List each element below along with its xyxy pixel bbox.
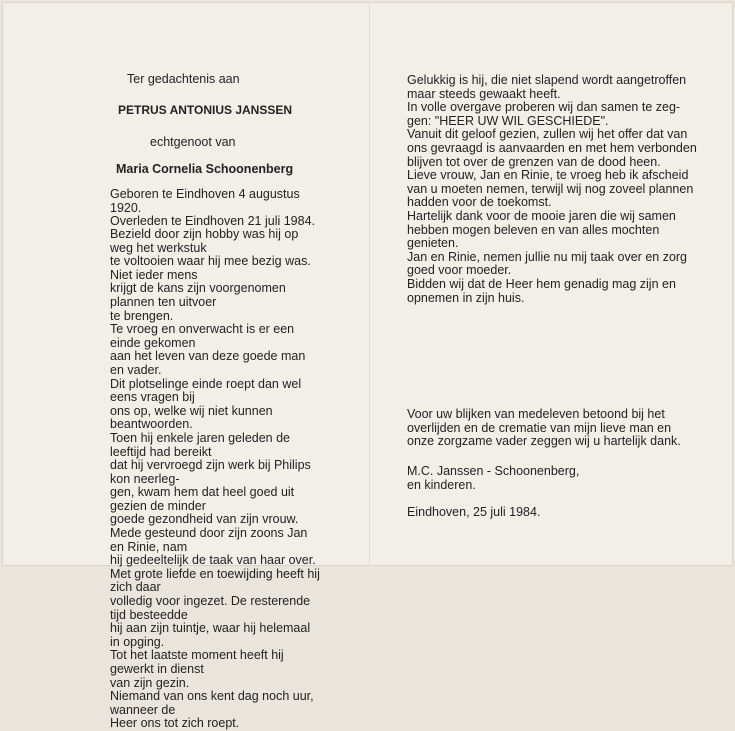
spouse-name: Maria Cornelia Schoonenberg bbox=[116, 162, 294, 176]
card-fold bbox=[369, 2, 371, 566]
place-date-text: Eindhoven, 25 juli 1984. bbox=[407, 505, 541, 519]
intro-text: Ter gedachtenis aan bbox=[127, 72, 240, 86]
spouse-intro: echtgenoot van bbox=[150, 135, 236, 149]
right-body-text: Gelukkig is hij, die niet slapend wordt aangetroffen maar steeds gewaakt heeft. In volle overgave proberen wij dan samen te zeg- gen: "HEER UW WIL GESCHIEDE". Vanuit dit geloof gezien, zullen wij het offer dat van ons gevraagd is aanvaarden en met hem verbonden blijven tot over de grenzen van de dood heen. Lieve vrouw, Jan en Rinie, te vroeg heb ik afscheid van u moeten nemen, terwijl wij nog zoveel plannen hadden voor de toekomst. Hartelijk dank voor de mooie jaren die wij samen hebben mogen beleven en van alles mochten genieten. Jan en Rinie, nemen jullie nu mij taak over en zorg goed voor moeder. Bidden wij dat de Heer hem genadig mag zijn en opnemen in zijn huis. bbox=[407, 73, 697, 305]
life-dates: Geboren te Eindhoven 4 augustus 1920. Overleden te Eindhoven 21 juli 1984. bbox=[110, 187, 316, 229]
thanks-text: Voor uw blijken van medeleven betoond bij het overlijden en de crematie van mijn lieve man en onze zorgzame vader zeggen wij u hartelijk dank. bbox=[407, 407, 681, 449]
memorial-card bbox=[2, 2, 733, 731]
left-body-text: Bezield door zijn hobby was hij op weg het werkstuk te voltooien waar hij mee bezig was. Niet ieder mens krijgt de kans zijn voorgenomen plannen ten uitvoer te brengen. Te vroeg en onverwacht is er een einde gekomen aan het leven van deze goede man en vader. Dit plotselinge einde roept dan wel eens vragen bij ons op, welke wij niet kunnen beantwoorden. Toen hij enkele jaren geleden de leeftijd had bereikt dat hij vervroegd zijn werk bij Philips kon neerleg- gen, kwam hem dat heel goed uit gezien de minder goede gezondheid van zijn vrouw. Mede gesteund door zijn zoons Jan en Rinie, nam hij gedeeltelijk de taak van haar over. Met grote liefde en toewijding heeft hij zich daar volledig voor ingezet. De resterende tijd besteedde hij aan zijn tuintje, waar hij helemaal in opging. Tot het laatste moment heeft hij gewerkt in dienst van zijn gezin. Niemand van ons kent dag noch uur, wanneer de Heer ons tot zich roept. bbox=[110, 227, 320, 731]
deceased-name: PETRUS ANTONIUS JANSSEN bbox=[118, 103, 293, 117]
signature-text: M.C. Janssen - Schoonenberg, en kinderen. bbox=[407, 464, 580, 492]
